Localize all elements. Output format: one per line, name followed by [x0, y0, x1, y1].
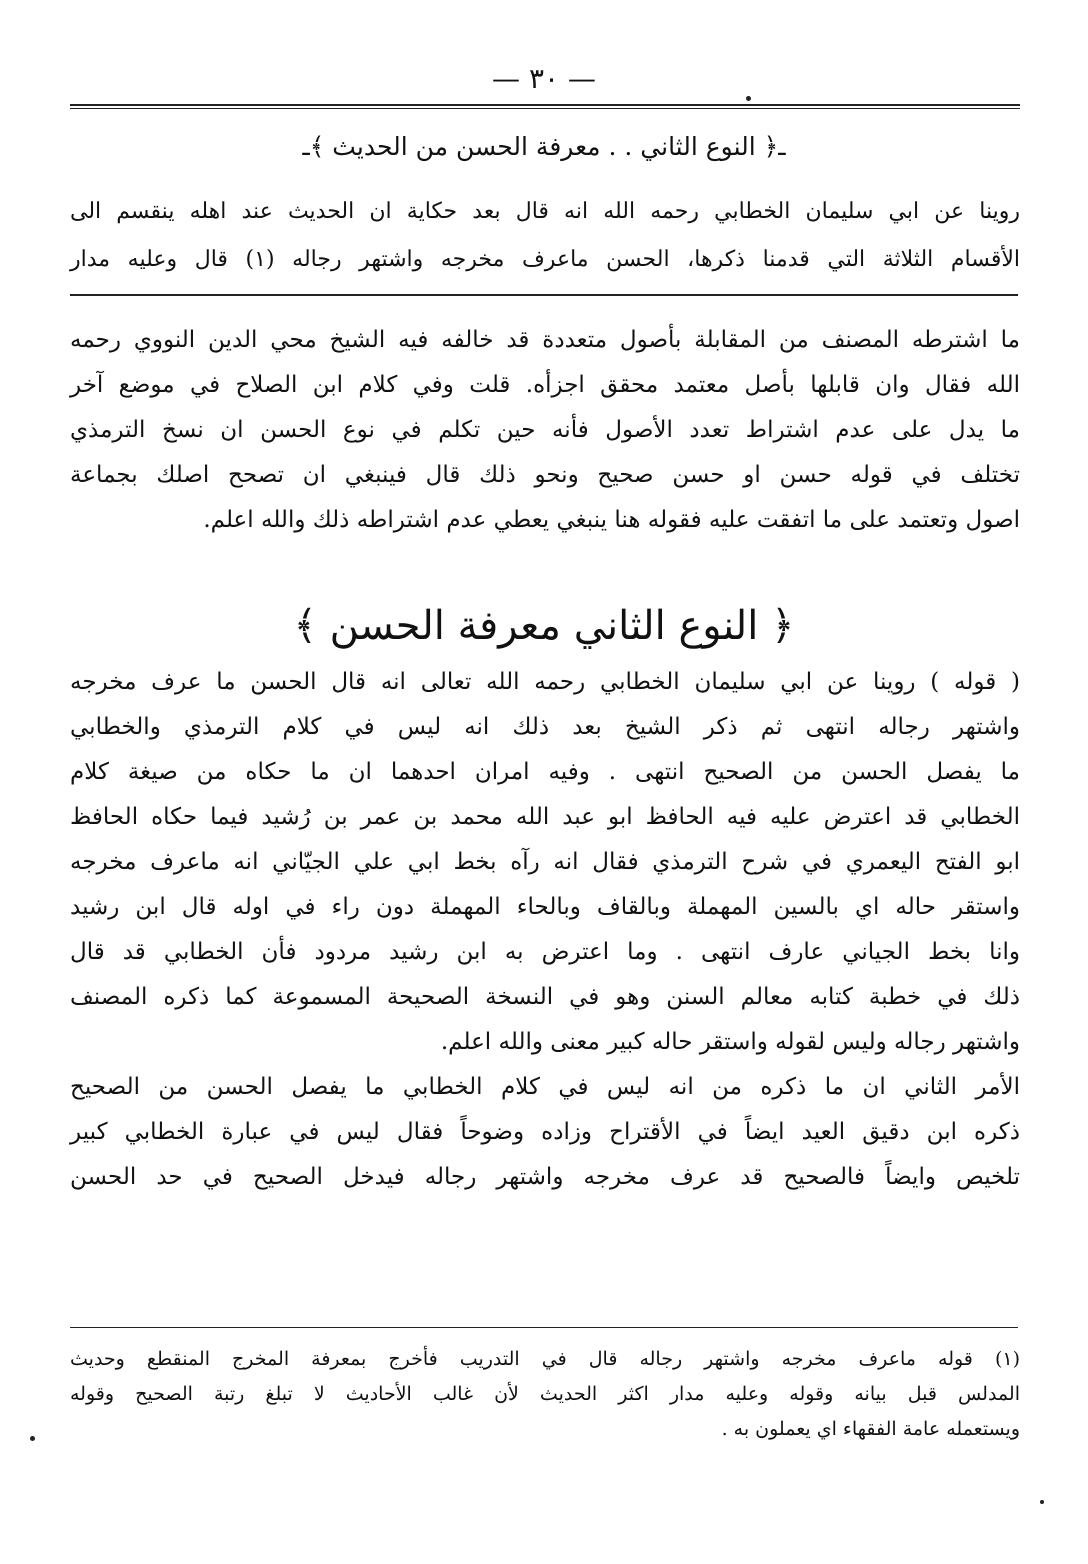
commentary-block-2: [70, 660, 1020, 1200]
commentary-line: ذلك في خطبة كتابه معالم السنن وهو في النسخة الصحيحة المسموعة كما ذكره المصنف: [70, 984, 1020, 1010]
intro-text: [70, 188, 1020, 284]
commentary-line: وانا بخط الجياني عارف انتهى . وما اعترض به ابن رشيد مردود فأن الخطابي قد قال: [70, 939, 1020, 965]
page-number: — ٣٠ —: [492, 62, 596, 95]
commentary-block-1: [70, 318, 1020, 543]
footnote-line: ويستعمله عامة الفقهاء اي يعملون به .: [721, 1418, 1020, 1440]
commentary-line: اصول وتعتمد على ما اتفقت عليه فقوله هنا ينبغي يعطي عدم اشتراطه ذلك والله اعلم.: [203, 507, 1020, 533]
footnote-line: المدلس قبل بيانه وقوله وعليه مدار اكثر الحديث لأن غالب الأحاديث لا تبلغ رتبة الصحيح وقوله: [70, 1383, 1020, 1405]
footnotes: [70, 1342, 1020, 1447]
section-heading: ـ﴿ النوع الثاني . . معرفة الحسن من الحديث ﴾ـ: [302, 132, 786, 161]
intro-line: روينا عن ابي سليمان الخطابي رحمه الله انه قال بعد حكاية ان الحديث عند اهله ينقسم الى: [70, 199, 1020, 224]
commentary-line: الخطابي قد اعترض عليه فيه الحافظ ابو عبد الله محمد بن عمر بن رُشيد فيما حكاه الحافظ: [70, 804, 1020, 830]
commentary-line: ما يدل على عدم اشتراط تعدد الأصول فأنه حين تكلم في نوع الحسن ان نسخ الترمذي: [70, 417, 1020, 443]
ink-dot: [30, 1436, 35, 1441]
commentary-line: الأمر الثاني ان ما ذكره من انه ليس في كلام الخطابي ما يفصل الحسن من الصحيح: [70, 1074, 1020, 1100]
header-rule: [70, 104, 1020, 106]
ink-dot: [746, 96, 751, 101]
ink-dot: [1040, 1500, 1044, 1504]
footnote-rule: [70, 1327, 1018, 1328]
commentary-line: ( قوله ) روينا عن ابي سليمان الخطابي رحمه الله تعالى انه قال الحسن ما عرف مخرجه: [70, 669, 1020, 695]
commentary-line: ابو الفتح اليعمري في شرح الترمذي فقال انه رآه بخط ابي علي الجيّاني انه ماعرف مخرجه: [70, 849, 1020, 875]
commentary-line: ما اشترطه المصنف من المقابلة بأصول متعددة قد خالفه فيه الشيخ محي الدين النووي رحمه: [70, 327, 1020, 353]
commentary-line: واشتهر رجاله وليس لقوله واستقر حاله كبير معنى والله اعلم.: [440, 1029, 1020, 1055]
header-rule-thin: [70, 108, 1020, 109]
intro-line: الأقسام الثلاثة التي قدمنا ذكرها، الحسن ماعرف مخرجه واشتهر رجاله (١) قال وعليه مدار: [70, 247, 1020, 272]
commentary-line: تلخيص وايضاً فالصحيح قد عرف مخرجه واشتهر رجاله فيدخل الصحيح في حد الحسن: [70, 1164, 1020, 1190]
chapter-heading: ﴿ النوع الثاني معرفة الحسن ﴾: [293, 603, 795, 649]
commentary-line: الله فقال وان قابلها بأصل معتمد محقق اجزأه. قلت وفي كلام ابن الصلاح في موضع آخر: [70, 372, 1020, 398]
commentary-line: ذكره ابن دقيق العيد ايضاً في الأقتراح وزاده وضوحاً فقال ليس في عبارة الخطابي كبير: [70, 1119, 1020, 1145]
text-separator-rule: [70, 294, 1018, 296]
footnote-line: (١) قوله ماعرف مخرجه واشتهر رجاله قال في التدريب فأخرج بمعرفة المخرج المنقطع وحديث: [70, 1348, 1020, 1370]
commentary-line: واشتهر رجاله انتهى ثم ذكر الشيخ بعد ذلك انه ليس في كلام الترمذي والخطابي: [70, 714, 1020, 740]
commentary-line: ما يفصل الحسن من الصحيح انتهى . وفيه امران احدهما ان ما حكاه من صيغة كلام: [70, 759, 1020, 785]
commentary-line: واستقر حاله اي بالسين المهملة وبالقاف وبالحاء المهملة دون راء في اوله قال ابن رشيد: [70, 894, 1020, 920]
commentary-line: تختلف في قوله حسن او حسن صحيح ونحو ذلك قال فينبغي ان تصحح اصلك بجماعة: [70, 462, 1020, 488]
